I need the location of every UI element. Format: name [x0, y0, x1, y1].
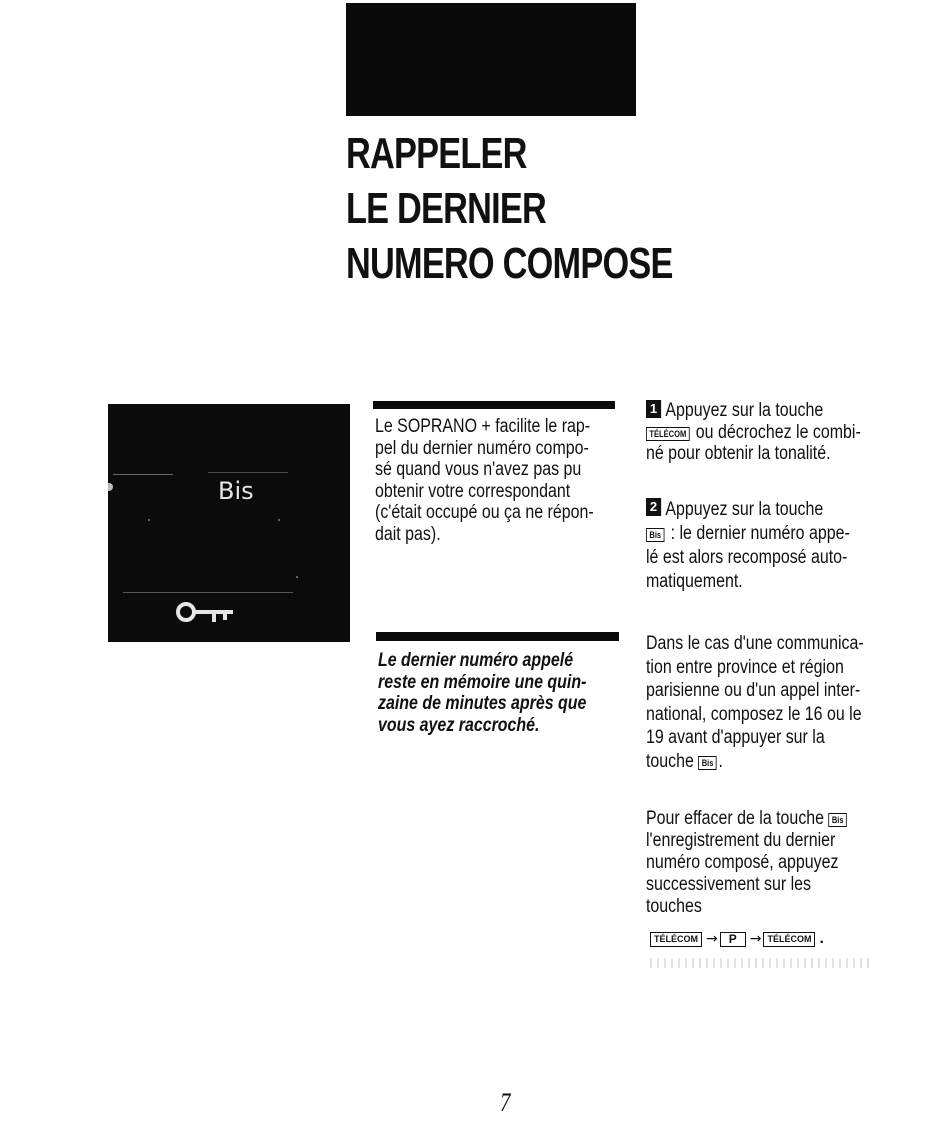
- arrow-right-icon: →: [706, 931, 718, 947]
- step-2-line: matiquement.: [646, 571, 743, 592]
- step-2: [646, 498, 850, 594]
- arrow-right-icon: →: [749, 931, 762, 947]
- long-distance-paragraph: [646, 632, 864, 773]
- bis-key-label: Bis: [218, 477, 254, 505]
- step-1-line: ou décrochez le combi-: [695, 421, 861, 443]
- intro-line: dait pas).: [375, 523, 441, 545]
- telecom-key-icon: TÉLÉCOM: [646, 427, 690, 441]
- para-line: successivement sur les: [646, 874, 811, 895]
- intro-top-bar: [373, 401, 615, 409]
- step-1-line: Appuyez sur la touche: [665, 400, 824, 421]
- title-line-1: RAPPELER: [346, 129, 527, 178]
- header-black-block: [346, 3, 636, 116]
- para-line: national, composez le 16 ou le: [646, 703, 862, 725]
- para-line: touche: [646, 750, 694, 772]
- para-line: Dans le cas d'une communica-: [646, 633, 864, 654]
- page-number: 7: [500, 1088, 511, 1117]
- step-2-line: : le dernier numéro appe-: [670, 523, 850, 544]
- memory-note: [378, 650, 586, 736]
- para-line: l'enregistrement du dernier: [646, 830, 836, 851]
- intro-paragraph: [375, 416, 594, 546]
- page-title: [346, 126, 673, 291]
- p-key-icon: P: [720, 932, 746, 947]
- bis-key-photo: [108, 404, 350, 642]
- para-line: 19 avant d'appuyer sur la: [646, 727, 825, 748]
- key-icon: [176, 600, 236, 626]
- erase-paragraph: [646, 808, 849, 918]
- para-line: numéro composé, appuyez: [646, 852, 839, 873]
- bis-key-icon: Bis: [828, 813, 846, 827]
- period: .: [718, 750, 723, 772]
- intro-line: (c'était occupé ou ça ne répon-: [375, 502, 594, 524]
- intro-line: Le SOPRANO + facilite le rap-: [375, 416, 591, 437]
- para-line: parisienne ou d'un appel inter-: [646, 680, 861, 701]
- bis-key-icon: Bis: [646, 528, 664, 542]
- step-1-line: né pour obtenir la tonalité.: [646, 443, 831, 465]
- telecom-key-icon: TÉLÉCOM: [650, 932, 702, 947]
- intro-line: obtenir votre correspondant: [375, 480, 571, 502]
- para-line: Pour effacer de la touche: [646, 808, 825, 829]
- note-line: Le dernier numéro appelé: [378, 650, 574, 671]
- key-sequence: [650, 930, 824, 948]
- scan-noise: [650, 958, 870, 968]
- note-line: zaine de minutes après que: [378, 693, 587, 715]
- step-number-2: 2: [646, 498, 661, 516]
- intro-line: pel du dernier numéro compo-: [375, 437, 589, 459]
- bis-key-icon: Bis: [698, 756, 716, 770]
- note-line: vous ayez raccroché.: [378, 714, 540, 736]
- side-dot: [108, 483, 113, 491]
- para-line: tion entre province et région: [646, 656, 844, 678]
- step-number-1: 1: [646, 400, 661, 418]
- note-line: reste en mémoire une quin-: [378, 671, 587, 693]
- step-2-line: lé est alors recomposé auto-: [646, 547, 848, 568]
- title-line-3: NUMERO COMPOSE: [346, 239, 673, 288]
- intro-line: sé quand vous n'avez pas pu: [375, 459, 582, 481]
- title-line-2: LE DERNIER: [346, 184, 547, 233]
- step-1: [646, 400, 861, 465]
- sequence-end: .: [819, 930, 824, 947]
- para-line: touches: [646, 896, 702, 917]
- step-2-line: Appuyez sur la touche: [665, 499, 824, 520]
- telecom-key-icon: TÉLÉCOM: [763, 932, 815, 947]
- note-top-bar: [376, 632, 619, 641]
